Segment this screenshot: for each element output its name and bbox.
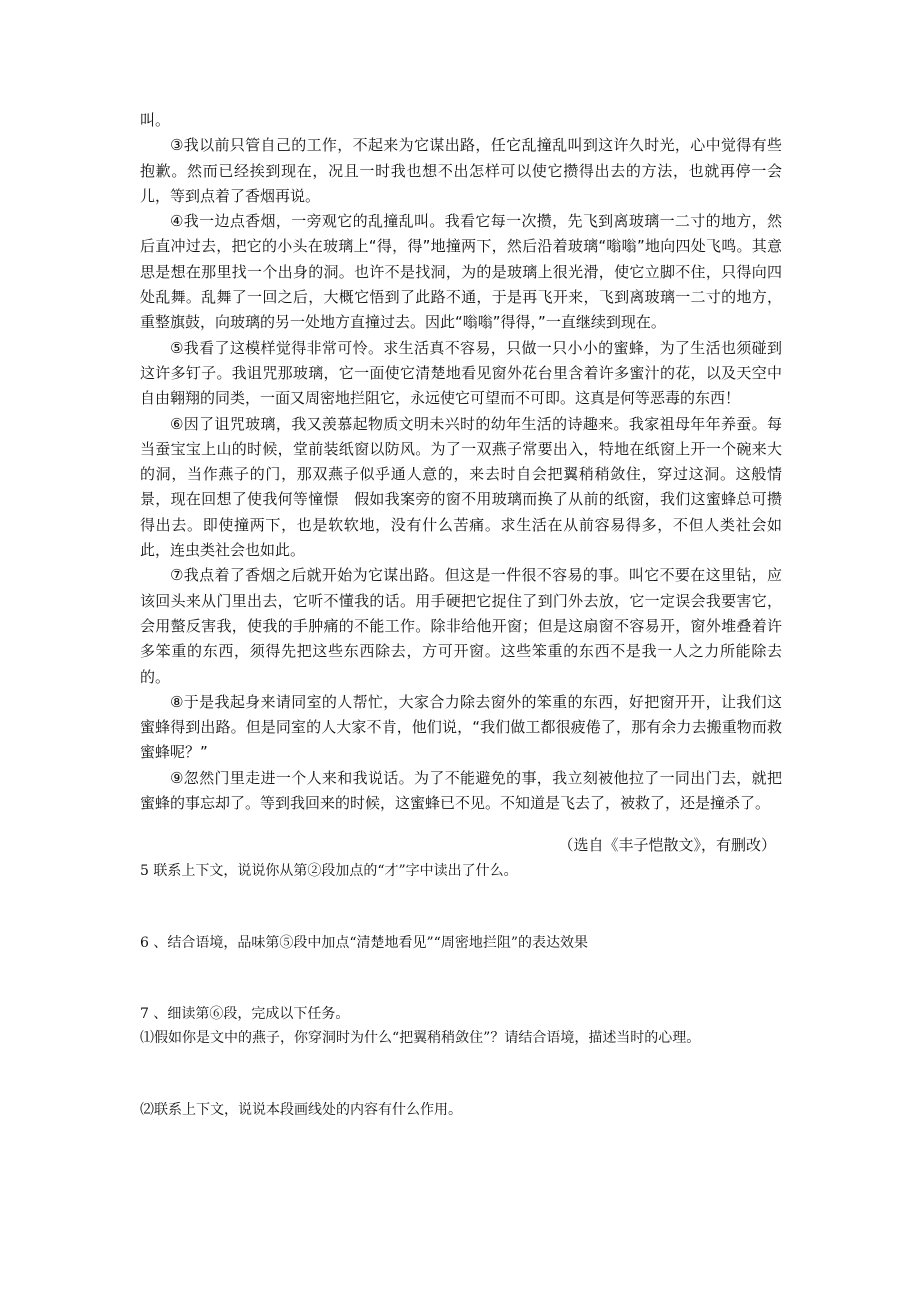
source-citation: （选自《丰子恺散文》，有删改）	[558, 836, 776, 854]
question-7-part-1: ⑴假如你是文中的燕子，你穿洞时为什么“把翼稍稍敛住”？请结合语境，描述当时的心理。	[140, 1030, 701, 1046]
essay-passage	[140, 108, 782, 816]
paragraph-4: ④我一边点香烟，一旁观它的乱撞乱叫。我看它每一次攒，先飞到离玻璃一二寸的地方，然后直冲过去，把它的小头在玻璃上“得，得”地撞两下，然后沿着玻璃“嗡嗡”地向四处飞鸣。其意思是想在那里找一个出身的洞。也许不是找洞，为的是玻璃上很光滑，使它立脚不住，只得向四处乱舞。乱舞了一回之后，大概它悟到了此路不通，于是再飞开来，飞到离玻璃一二寸的地方，重整旗鼓，向玻璃的另一处地方直撞过去。因此“嗡嗡”得得，”一直继续到现在。	[140, 212, 782, 332]
question-6: 6 、结合语境，品味第⑤段中加点“清楚地看见”“周密地拦阻”的表达效果	[140, 935, 588, 951]
paragraph-9: ⑨忽然门里走进一个人来和我说话。为了不能避免的事，我立刻被他拉了一同出门去，就把蜜蜂的事忘却了。等到我回来的时候，这蜜蜂已不见。不知道是飞去了，被救了，还是撞杀了。	[140, 768, 782, 813]
question-5: 5 联系上下文，说说你从第②段加点的“才”字中读出了什么。	[140, 863, 518, 879]
passage-fragment: 叫。	[140, 111, 171, 129]
paragraph-6: ⑥因了诅咒玻璃，我又羡慕起物质文明未兴时的幼年生活的诗趣来。我家祖母年年养蚕。每当蚕宝宝上山的时候，堂前装纸窗以防风。为了一双燕子常要出入，特地在纸窗上开一个碗来大的洞，当作燕子的门，那双燕子似乎通人意的，来去时自会把翼稍稍敛住，穿过这洞。这般情景，现在回想了使我何等憧憬 假如我案旁的窗不用玻璃而换了从前的纸窗，我们这蜜蜂总可攒得出去。即使撞两下，也是软软地，没有什么苦痛。求生活在从前容易得多，不但人类社会如此，连虫类社会也如此。	[140, 414, 782, 560]
question-7: 7 、细读第⑥段，完成以下任务。	[140, 1006, 350, 1022]
paragraph-5: ⑤我看了这模样觉得非常可怜。求生活真不容易，只做一只小小的蜜蜂，为了生活也须碰到这许多钉子。我诅咒那玻璃，它一面使它清楚地看见窗外花台里含着许多蜜汁的花，以及天空中自由翱翔的同类，一面又周密地拦阻它，永远使它可望而不可即。这真是何等恶毒的东西！	[140, 338, 782, 408]
paragraph-3: ③我以前只管自己的工作，不起来为它谋出路，任它乱撞乱叫到这许久时光，心中觉得有些抱歉。然而已经挨到现在，况且一时我也想不出怎样可以使它攒得出去的方法，也就再停一会儿，等到点着了香烟再说。	[140, 136, 782, 205]
paragraph-7: ⑦我点着了香烟之后就开始为它谋出路。但这是一件很不容易的事。叫它不要在这里钻，应该回头来从门里出去，它听不懂我的话。用手硬把它捉住了到门外去放，它一定误会我要害它，会用螫反害我，使我的手肿痛的不能工作。除非给他开窗；但是这扇窗不容易开，窗外堆叠着许多笨重的东西，须得先把这些东西除去，方可开窗。这些笨重的东西不是我一人之力所能除去的。	[140, 566, 782, 686]
question-7-part-2: ⑵联系上下文，说说本段画线处的内容有什么作用。	[140, 1102, 462, 1118]
paragraph-8: ⑧于是我起身来请同室的人帮忙，大家合力除去窗外的笨重的东西，好把窗开开，让我们这蜜蜂得到出路。但是同室的人大家不肯，他们说，“我们做工都很疲倦了，那有余力去搬重物而救蜜蜂呢？”	[140, 692, 782, 762]
